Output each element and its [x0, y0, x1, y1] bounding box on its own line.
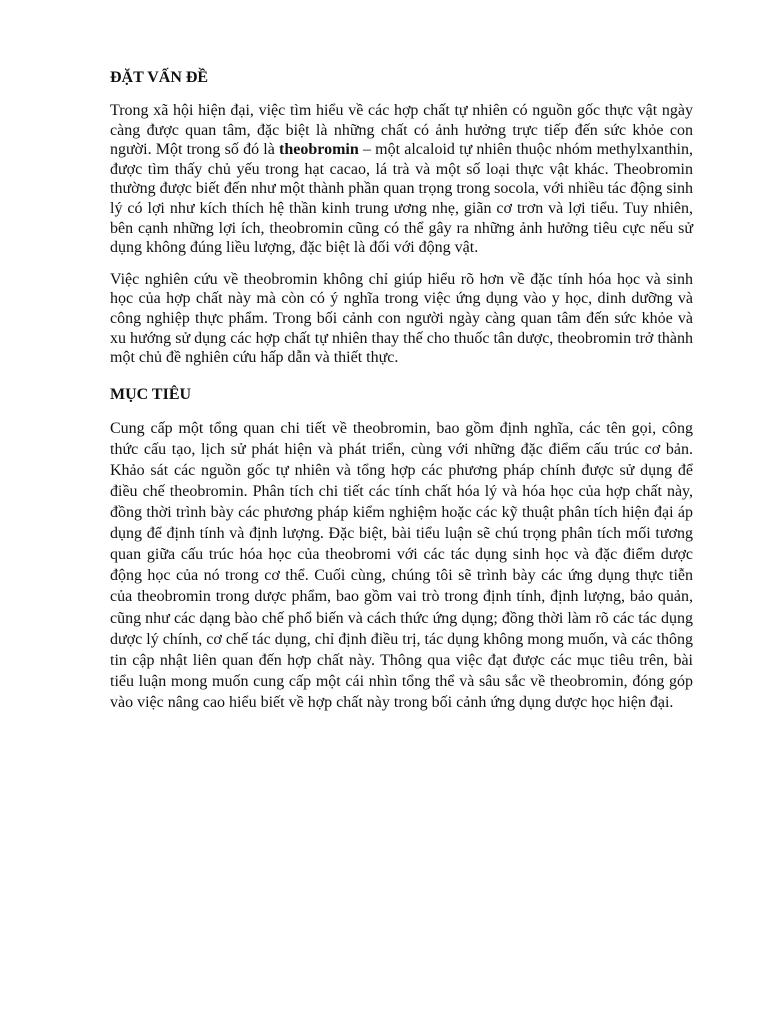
paragraph-research: Việc nghiên cứu về theobromin không chỉ giúp hiểu rõ hơn về đặc tính hóa học và sinh học của hợp chất này mà còn có ý nghĩa trong việc ứng dụng vào y học, dinh dưỡng và công nghiệp thực phẩm. Trong bối cảnh con người ngày càng quan tâm đến sức khỏe và xu hướng sử dụng các hợp chất tự nhiên thay thế cho thuốc tân dược, theobromin trở thành một chủ đề nghiên cứu hấp dẫn và thiết thực.	[110, 270, 693, 367]
paragraph-intro	[110, 101, 693, 258]
paragraph-objectives: Cung cấp một tổng quan chi tiết về theobromin, bao gồm định nghĩa, các tên gọi, công thức cấu tạo, lịch sử phát hiện và phát triển, cùng với những đặc điểm cấu trúc cơ bản. Khảo sát các nguồn gốc tự nhiên và tổng hợp các phương pháp chính được sử dụng để điều chế theobromin. Phân tích chi tiết các tính chất hóa lý và hóa học của hợp chất này, đồng thời trình bày các phương pháp kiểm nghiệm hoặc các kỹ thuật phân tích hiện đại áp dụng để định tính và định lượng. Đặc biệt, bài tiểu luận sẽ chú trọng phân tích mối tương quan giữa cấu trúc hóa học của theobromi với các tác dụng sinh học và đặc điểm dược động học của nó trong cơ thể. Cuối cùng, chúng tôi sẽ trình bày các ứng dụng thực tiễn của theobromin trong dược phẩm, bao gồm vai trò trong định tính, định lượng, bảo quản, cũng như các dạng bào chế phổ biến và cách thức ứng dụng; đồng thời làm rõ các tác dụng dược lý chính, cơ chế tác dụng, chỉ định điều trị, tác dụng không mong muốn, và các thông tin cập nhật liên quan đến hợp chất này. Thông qua việc đạt được các mục tiêu trên, bài tiểu luận mong muốn cung cấp một cái nhìn tổng thể và sâu sắc về theobromin, đóng góp vào việc nâng cao hiểu biết về hợp chất này trong bối cảnh ứng dụng dược học hiện đại.	[110, 419, 693, 711]
document-page	[110, 68, 693, 725]
bold-term-theobromin: theobromin	[279, 141, 359, 159]
paragraph-intro-text-end: – một alcaloid tự nhiên thuộc nhóm methylxanthin, được tìm thấy chủ yếu trong hạt cacao, lá trà và một số loại thực vật khác. Theobromin thường được biết đến như một thành phần quan trọng trong socola, với nhiều tác động sinh lý có lợi như kích thích hệ thần kinh trung ương nhẹ, giãn cơ trơn và lợi tiểu. Tuy nhiên, bên cạnh những lợi ích, theobromin cũng có thể gây ra những ảnh hưởng tiêu cực nếu sử dụng không đúng liều lượng, đặc biệt là đối với động vật.	[110, 141, 694, 257]
paragraph-intro-text-start: Trong xã hội hiện đại, việc tìm hiểu về các hợp chất tự nhiên có nguồn gốc thực vật ngày càng được quan tâm, đặc biệt là những chất có ảnh hưởng trực tiếp đến sức khỏe con người. Một trong số đó là	[110, 102, 693, 159]
section-heading-muc-tieu: MỤC TIÊU	[110, 385, 192, 403]
section-heading-dat-van-de: ĐẶT VẤN ĐỀ	[110, 69, 209, 86]
